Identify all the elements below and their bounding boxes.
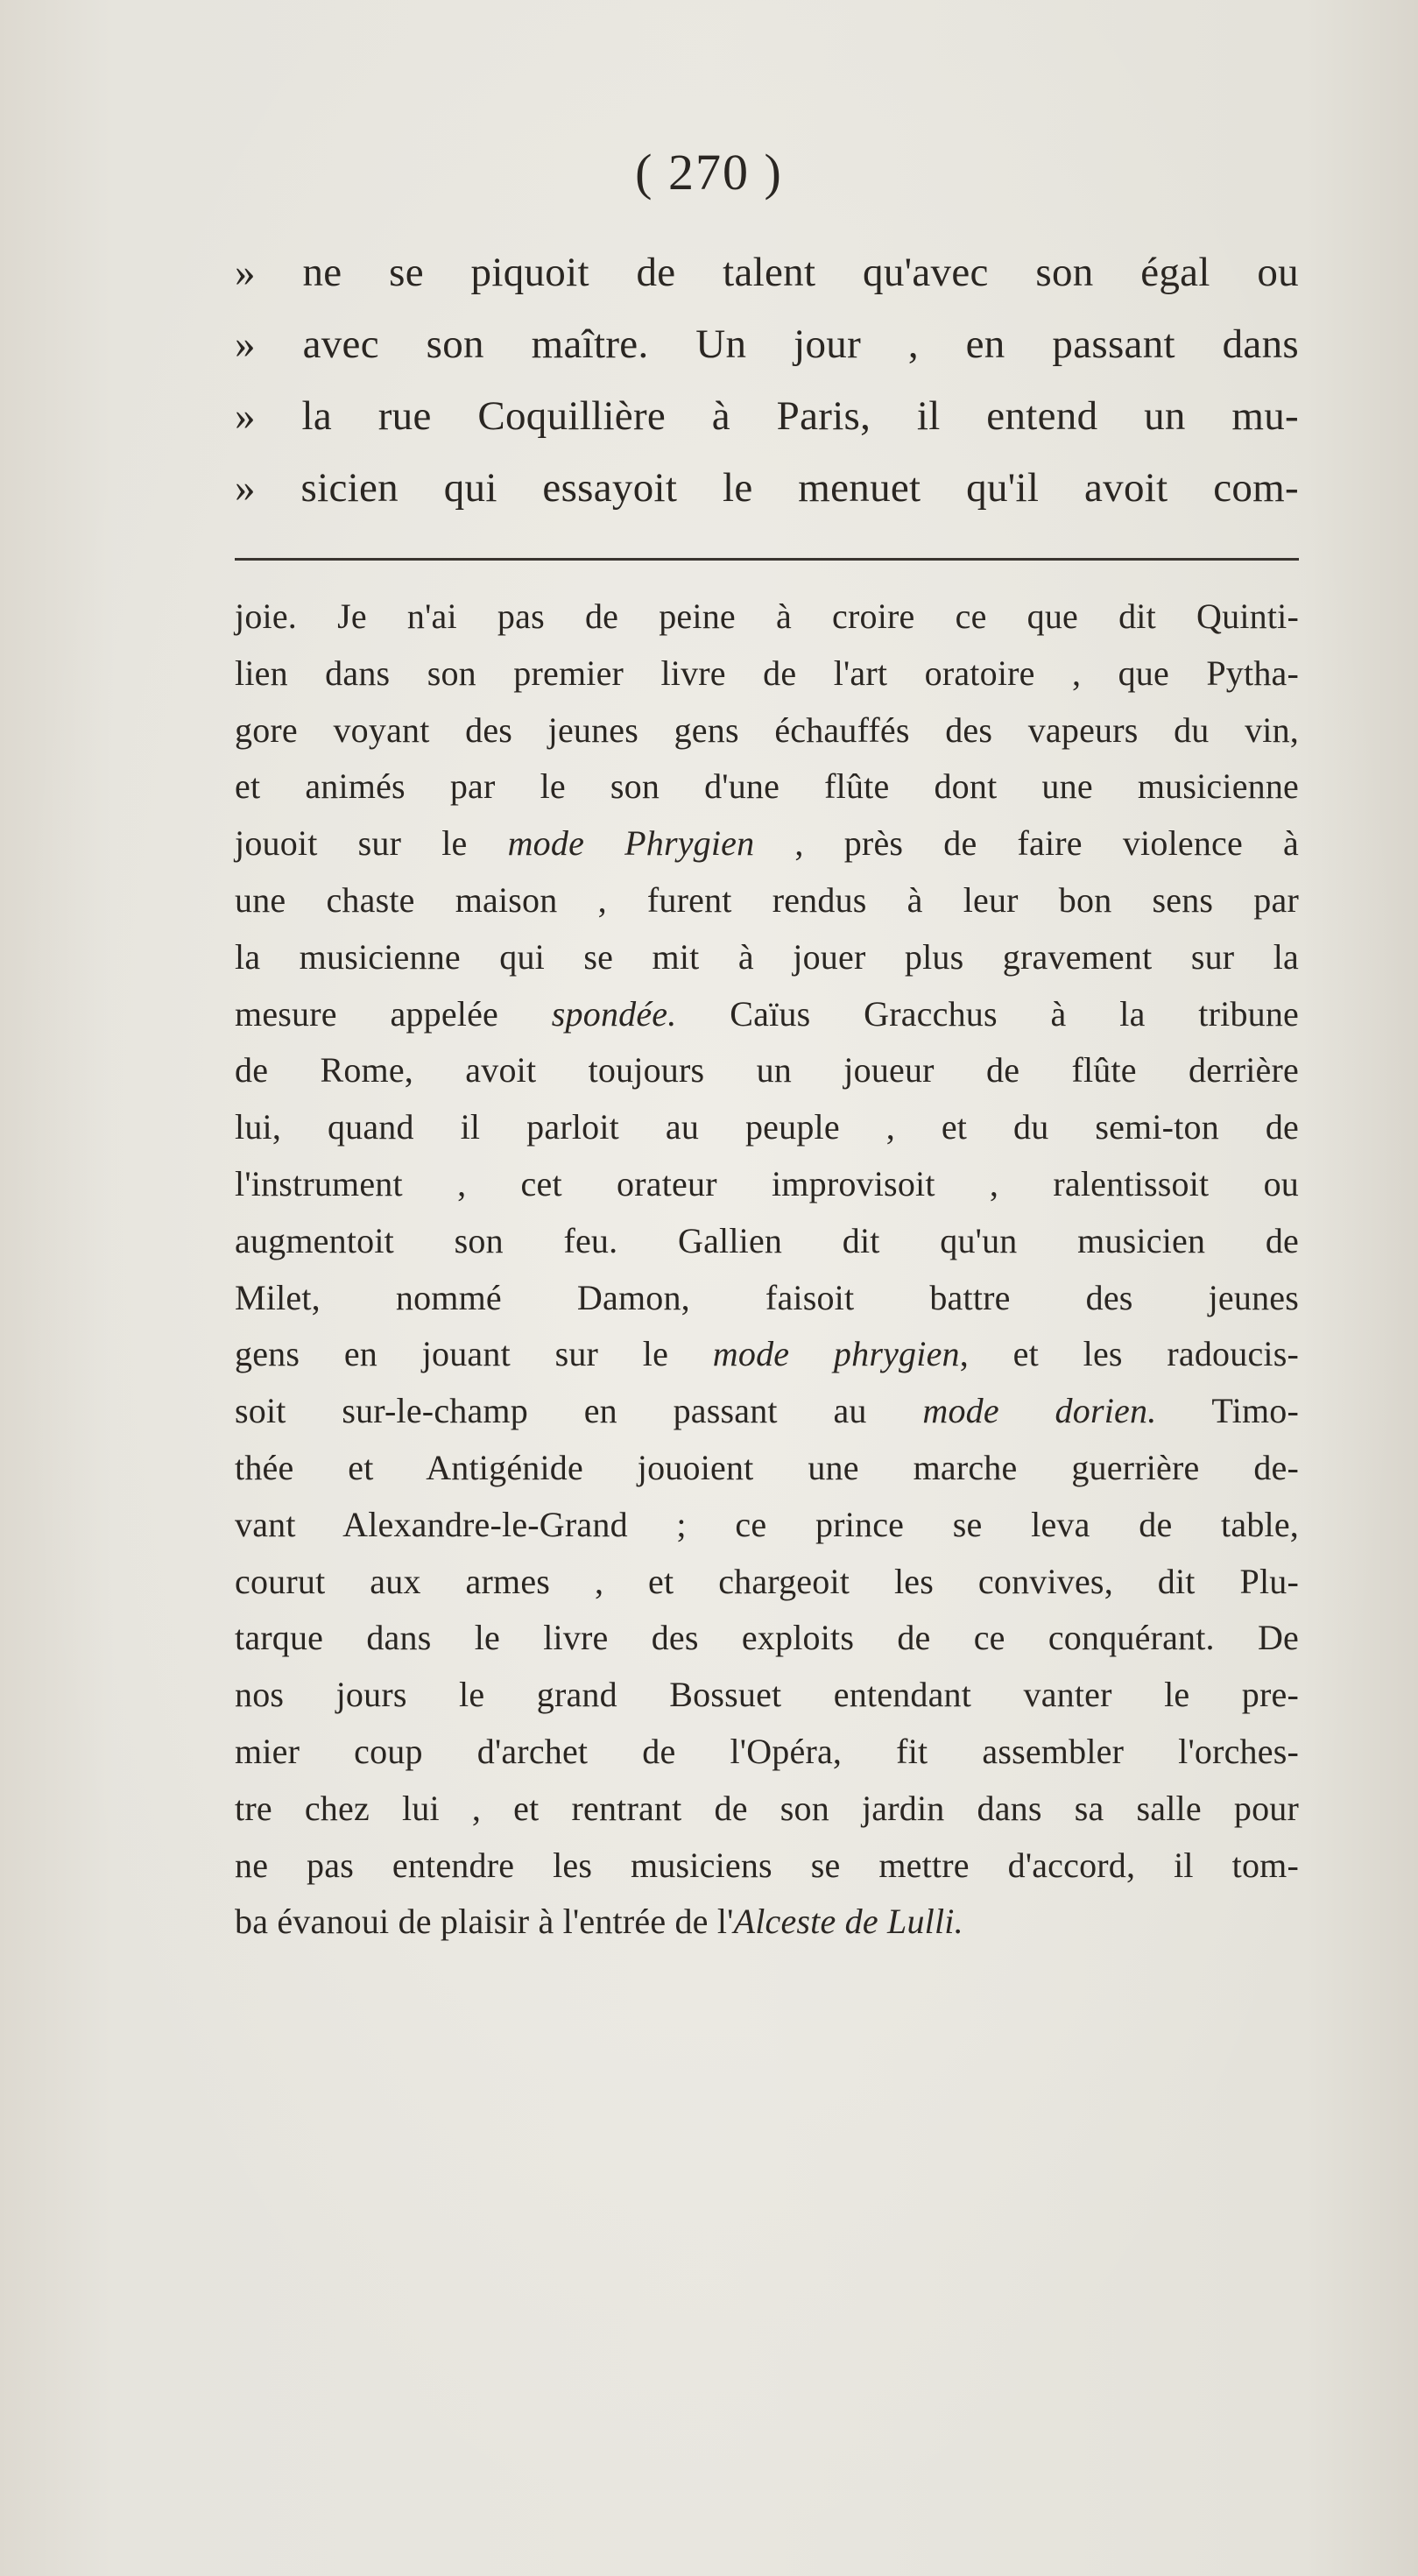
footnote-line: soit sur-le-champ en passant au mode dorien. Timo- (235, 1391, 1299, 1431)
italic-phrase: Alceste de Lulli. (733, 1902, 963, 1942)
footnote-line: une chaste maison , furent rendus à leur bon sens par (235, 879, 1299, 920)
italic-phrase: spondée. (551, 993, 677, 1034)
main-text-line: » sicien qui essayoit le menuet qu'il avoit com- (235, 465, 1299, 511)
main-text-line: » la rue Coquillière à Paris, il entend un mu- (235, 393, 1299, 439)
footnote-line: Milet, nommé Damon, faisoit battre des jeunes (235, 1277, 1299, 1317)
italic-phrase: mode dorien. (922, 1391, 1157, 1431)
footnote-line: mier coup d'archet de l'Opéra, fit assembler l'orches- (235, 1731, 1299, 1771)
footnote-line: thée et Antigénide jouoient une marche guerrière de- (235, 1447, 1299, 1487)
page-number: ( 270 ) (635, 144, 783, 201)
footnote-line: et animés par le son d'une flûte dont une musicienne (235, 766, 1299, 807)
footnote-line: jouoit sur le mode Phrygien , près de faire violence à (235, 823, 1299, 864)
main-text-line: » avec son maître. Un jour , en passant dans (235, 321, 1299, 367)
footnote-line: mesure appelée spondée. Caïus Gracchus à la tribune (235, 993, 1299, 1034)
italic-phrase: mode Phrygien (507, 823, 755, 864)
main-text-line: » ne se piquoit de talent qu'avec son égal ou (235, 250, 1299, 295)
footnote-line: nos jours le grand Bossuet entendant vanter le pre- (235, 1675, 1299, 1715)
footnote-line: l'instrument , cet orateur improvisoit , ralentissoit ou (235, 1163, 1299, 1203)
footnote-line: gore voyant des jeunes gens échauffés des vapeurs du vin, (235, 709, 1299, 750)
footnote-line: augmentoit son feu. Gallien dit qu'un musicien de (235, 1220, 1299, 1260)
footnote-line: lui, quand il parloit au peuple , et du semi-ton de (235, 1107, 1299, 1147)
footnote-line: vant Alexandre-le-Grand ; ce prince se leva de table, (235, 1504, 1299, 1544)
main-text (235, 236, 1299, 524)
footnote-separator (235, 558, 1299, 561)
footnote-line: joie. Je n'ai pas de peine à croire ce que dit Quinti- (235, 596, 1299, 636)
italic-phrase: mode phrygien (712, 1334, 960, 1374)
footnote-line: courut aux armes , et chargeoit les convives, dit Plu- (235, 1561, 1299, 1601)
footnote-line: ba évanoui de plaisir à l'entrée de l'Alceste de Lulli. (235, 1902, 963, 1942)
footnote-line: lien dans son premier livre de l'art oratoire , que Pytha- (235, 653, 1299, 693)
footnote-line: gens en jouant sur le mode phrygien, et les radoucis- (235, 1334, 1299, 1374)
footnote-line: tarque dans le livre des exploits de ce conquérant. De (235, 1618, 1299, 1658)
footnote-line: de Rome, avoit toujours un joueur de flûte derrière (235, 1050, 1299, 1090)
footnote-line: la musicienne qui se mit à jouer plus gravement sur la (235, 936, 1299, 977)
footnote-line: tre chez lui , et rentrant de son jardin dans sa salle pour (235, 1788, 1299, 1828)
footnote-line: ne pas entendre les musiciens se mettre d'accord, il tom- (235, 1845, 1299, 1885)
footnote (235, 589, 1299, 1951)
